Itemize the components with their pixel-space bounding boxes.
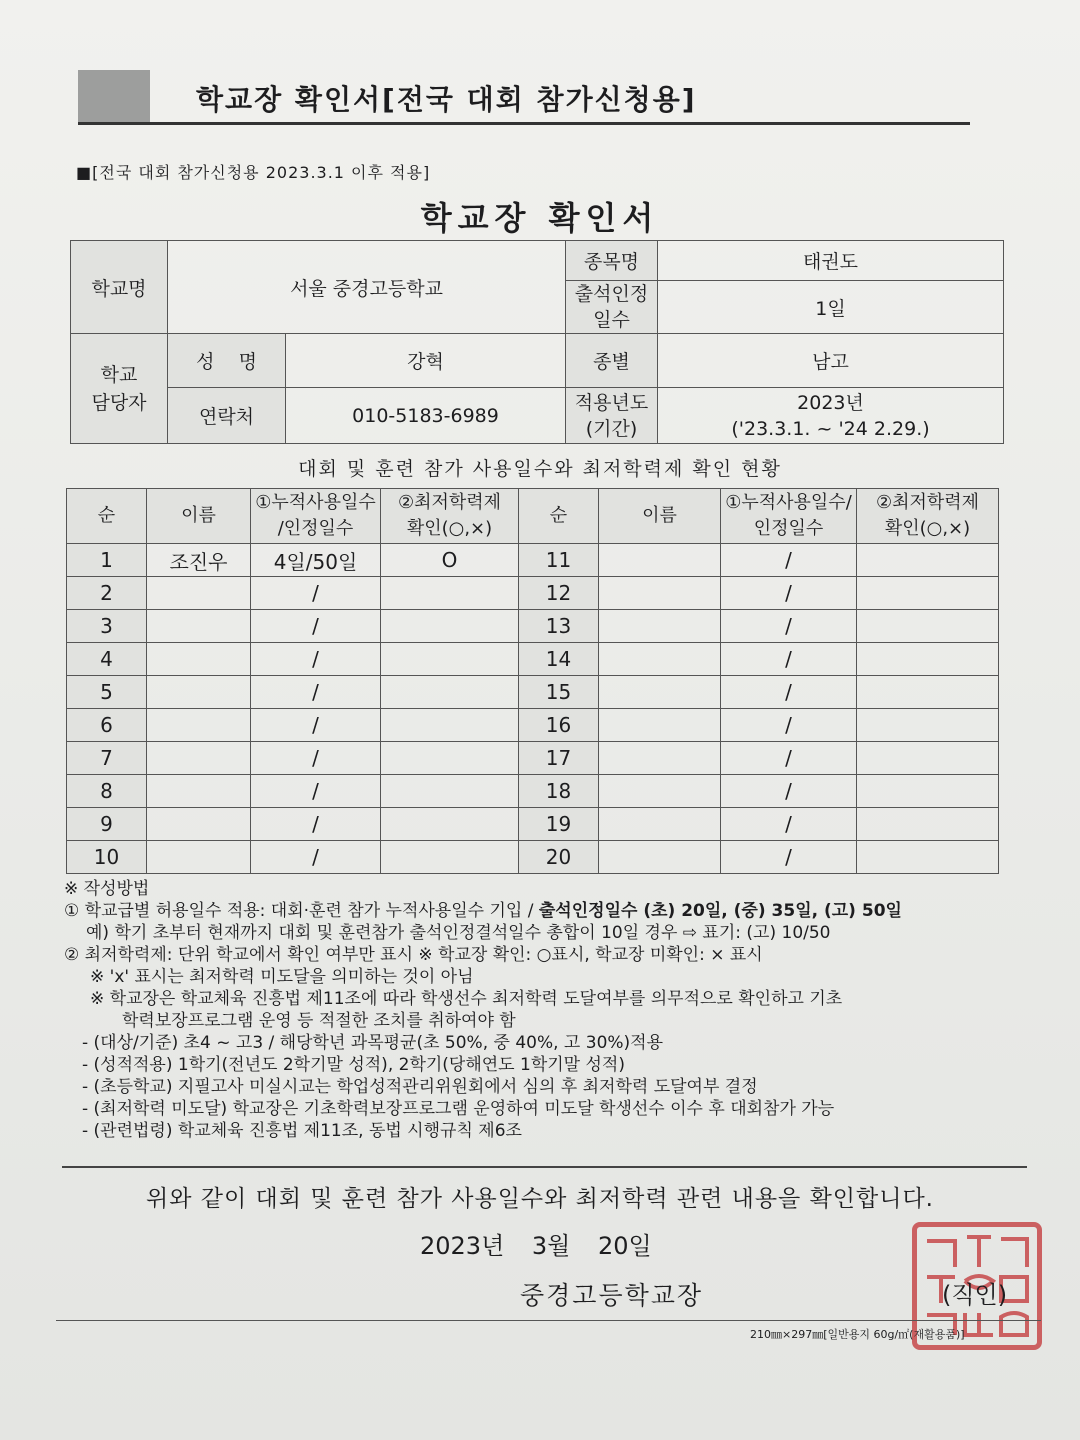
gender-label: 종별 bbox=[566, 334, 658, 388]
status-cell-check bbox=[857, 610, 999, 643]
status-cell-name bbox=[599, 676, 721, 709]
table-row bbox=[67, 742, 999, 775]
status-cell-no: 17 bbox=[519, 742, 599, 775]
status-header-cell: 이름 bbox=[599, 489, 721, 544]
contact-name-value: 강혁 bbox=[286, 334, 566, 388]
status-cell-no: 15 bbox=[519, 676, 599, 709]
status-cell-no: 7 bbox=[67, 742, 147, 775]
apply-note: ■[전국 대회 참가신청용 2023.3.1 이후 적용] bbox=[76, 163, 431, 182]
status-cell-name bbox=[147, 577, 251, 610]
methods-bullet: - (성적적용) 1학기(전년도 2학기말 성적), 2학기(당해연도 1학기말 성적) bbox=[82, 1055, 625, 1075]
status-cell-name bbox=[147, 775, 251, 808]
status-cell-name bbox=[147, 841, 251, 874]
status-cell-check bbox=[381, 709, 519, 742]
status-cell-name bbox=[147, 676, 251, 709]
status-cell-check bbox=[381, 610, 519, 643]
status-cell-name bbox=[147, 742, 251, 775]
status-cell-no: 2 bbox=[67, 577, 147, 610]
contact-person-label: 학교 담당자 bbox=[71, 334, 168, 444]
status-cell-days: / bbox=[251, 808, 381, 841]
status-cell-no: 20 bbox=[519, 841, 599, 874]
status-cell-check bbox=[381, 808, 519, 841]
status-cell-name bbox=[599, 577, 721, 610]
methods-note-principal-2: 학력보장프로그램 운영 등 적절한 조치를 취하여야 함 bbox=[122, 1011, 516, 1031]
status-cell-no: 12 bbox=[519, 577, 599, 610]
issue-date bbox=[420, 1226, 672, 1261]
status-cell-check bbox=[857, 775, 999, 808]
status-cell-name bbox=[147, 643, 251, 676]
status-cell-name bbox=[599, 742, 721, 775]
status-cell-no: 8 bbox=[67, 775, 147, 808]
methods-note-principal-1: ※ 학교장은 학교체육 진흥법 제11조에 따라 학생선수 최저학력 도달여부를 의무적으로 확인하고 기초 bbox=[90, 989, 843, 1009]
status-cell-check bbox=[857, 742, 999, 775]
status-cell-days: / bbox=[251, 775, 381, 808]
contact-name-label: 성 명 bbox=[168, 334, 286, 388]
status-cell-days: / bbox=[721, 676, 857, 709]
status-cell-days: / bbox=[721, 709, 857, 742]
status-cell-check bbox=[381, 643, 519, 676]
status-cell-no: 18 bbox=[519, 775, 599, 808]
status-cell-check bbox=[857, 643, 999, 676]
methods-item-1-example: 예) 학기 초부터 현재까지 대회 및 훈련참가 출석인정결석일수 총합이 10일 경우 ⇨ 표기: (고) 10/50 bbox=[86, 923, 831, 943]
status-cell-name: 조진우 bbox=[147, 544, 251, 577]
status-header-cell: 이름 bbox=[147, 489, 251, 544]
status-cell-name bbox=[599, 709, 721, 742]
status-header-cell: ②최저학력제 확인(○,×) bbox=[381, 489, 519, 544]
status-cell-days: / bbox=[251, 676, 381, 709]
status-cell-days: / bbox=[721, 808, 857, 841]
seal-note: (직인) bbox=[942, 1281, 1008, 1309]
status-cell-days: / bbox=[721, 577, 857, 610]
status-cell-days: / bbox=[721, 775, 857, 808]
status-cell-no: 14 bbox=[519, 643, 599, 676]
status-header-cell: ①누적사용일수/ 인정일수 bbox=[721, 489, 857, 544]
year-value-cell bbox=[658, 388, 1004, 444]
status-cell-check bbox=[857, 544, 999, 577]
status-cell-check bbox=[857, 709, 999, 742]
period-value: ('23.3.1. ~ '24 2.29.) bbox=[731, 417, 930, 440]
status-cell-name bbox=[599, 643, 721, 676]
table-row bbox=[67, 808, 999, 841]
status-cell-check bbox=[857, 841, 999, 874]
school-name-value: 서울 중경고등학교 bbox=[168, 241, 566, 334]
header-rule bbox=[78, 122, 970, 125]
methods-title: ※ 작성방법 bbox=[64, 879, 150, 899]
status-cell-days: / bbox=[251, 841, 381, 874]
status-cell-days: / bbox=[251, 709, 381, 742]
contact-phone-label: 연락처 bbox=[168, 388, 286, 444]
sport-value: 태권도 bbox=[658, 241, 1004, 281]
status-cell-check bbox=[381, 841, 519, 874]
methods-item-1-bold: 출석인정일수 (초) 20일, (중) 35일, (고) 50일 bbox=[538, 901, 902, 921]
status-cell-name bbox=[599, 544, 721, 577]
date-day: 20일 bbox=[598, 1232, 652, 1260]
table-row bbox=[67, 709, 999, 742]
writing-method-section bbox=[64, 878, 1034, 1142]
sport-label: 종목명 bbox=[566, 241, 658, 281]
status-cell-no: 10 bbox=[67, 841, 147, 874]
status-cell-check bbox=[381, 577, 519, 610]
status-cell-no: 11 bbox=[519, 544, 599, 577]
status-cell-no: 4 bbox=[67, 643, 147, 676]
status-cell-days: / bbox=[721, 841, 857, 874]
status-table bbox=[66, 488, 999, 874]
status-cell-no: 6 bbox=[67, 709, 147, 742]
status-cell-days: / bbox=[251, 643, 381, 676]
attendance-days-label: 출석인정 일수 bbox=[566, 281, 658, 334]
header-gray-block bbox=[78, 70, 150, 122]
year-label: 적용년도 (기간) bbox=[566, 388, 658, 444]
status-title: 대회 및 훈련 참가 사용일수와 최저학력제 확인 현황 bbox=[298, 458, 782, 480]
status-cell-days: 4일/50일 bbox=[251, 544, 381, 577]
status-cell-no: 13 bbox=[519, 610, 599, 643]
status-cell-days: / bbox=[251, 577, 381, 610]
status-header-cell: ①누적사용일수 /인정일수 bbox=[251, 489, 381, 544]
status-cell-check bbox=[381, 742, 519, 775]
methods-item-1-text: ① 학교급별 허용일수 적용: 대회·훈련 참가 누적사용일수 기입 / bbox=[64, 901, 539, 921]
table-row bbox=[67, 577, 999, 610]
status-cell-check bbox=[857, 808, 999, 841]
status-cell-check: O bbox=[381, 544, 519, 577]
status-header-row bbox=[67, 489, 999, 544]
document-title: 학교장 확인서 bbox=[420, 199, 660, 237]
status-cell-name bbox=[147, 709, 251, 742]
paper-spec-note: 210㎜×297㎜[일반용지 60g/㎡(재활용품)] bbox=[750, 1328, 965, 1341]
status-cell-check bbox=[857, 676, 999, 709]
status-header-cell: 순 bbox=[67, 489, 147, 544]
status-header-cell: 순 bbox=[519, 489, 599, 544]
footer-rule bbox=[56, 1320, 1041, 1321]
status-cell-no: 9 bbox=[67, 808, 147, 841]
methods-bullet-list bbox=[64, 1032, 1034, 1142]
status-cell-days: / bbox=[721, 610, 857, 643]
status-cell-check bbox=[381, 676, 519, 709]
methods-item-2: ② 최저학력제: 단위 학교에서 확인 여부만 표시 ※ 학교장 확인: ○표시, 학교장 미확인: × 표시 bbox=[64, 945, 763, 965]
table-row bbox=[67, 610, 999, 643]
attendance-days-value: 1일 bbox=[658, 281, 1004, 334]
status-cell-name bbox=[599, 610, 721, 643]
gender-value: 남고 bbox=[658, 334, 1004, 388]
contact-phone-value: 010-5183-6989 bbox=[286, 388, 566, 444]
status-cell-days: / bbox=[721, 643, 857, 676]
status-header-cell: ②최저학력제 확인(○,×) bbox=[857, 489, 999, 544]
methods-bullet: - (대상/기준) 초4 ~ 고3 / 해당학년 과목평균(초 50%, 중 40%, 고 30%)적용 bbox=[82, 1033, 664, 1053]
bottom-rule bbox=[62, 1166, 1027, 1168]
status-cell-no: 5 bbox=[67, 676, 147, 709]
status-cell-check bbox=[381, 775, 519, 808]
status-cell-no: 19 bbox=[519, 808, 599, 841]
year-value: 2023년 bbox=[797, 391, 864, 414]
table-row bbox=[67, 544, 999, 577]
status-cell-days: / bbox=[251, 742, 381, 775]
status-cell-name bbox=[599, 841, 721, 874]
status-cell-name bbox=[599, 808, 721, 841]
status-cell-no: 16 bbox=[519, 709, 599, 742]
status-cell-days: / bbox=[721, 742, 857, 775]
table-row bbox=[67, 841, 999, 874]
methods-item-1 bbox=[64, 900, 1034, 922]
status-cell-name bbox=[147, 808, 251, 841]
table-row bbox=[67, 643, 999, 676]
methods-note-x: ※ 'x' 표시는 최저학력 미도달을 의미하는 것이 아님 bbox=[90, 967, 474, 987]
methods-bullet: - (관련법령) 학교체육 진흥법 제11조, 동법 시행규칙 제6조 bbox=[82, 1121, 522, 1141]
table-row bbox=[67, 676, 999, 709]
methods-bullet: - (초등학교) 지필고사 미실시교는 학업성적관리위원회에서 심의 후 최저학력 도달여부 결정 bbox=[82, 1077, 758, 1097]
confirmation-text: 위와 같이 대회 및 훈련 참가 사용일수와 최저학력 관련 내용을 확인합니다. bbox=[146, 1186, 934, 1212]
status-cell-check bbox=[857, 577, 999, 610]
status-cell-no: 1 bbox=[67, 544, 147, 577]
school-name-label: 학교명 bbox=[71, 241, 168, 334]
school-info-table bbox=[70, 240, 1004, 444]
header-title: 학교장 확인서[전국 대회 참가신청용] bbox=[196, 83, 697, 116]
status-cell-name bbox=[147, 610, 251, 643]
status-cell-days: / bbox=[721, 544, 857, 577]
status-cell-days: / bbox=[251, 610, 381, 643]
table-row bbox=[67, 775, 999, 808]
date-month: 3월 bbox=[531, 1232, 571, 1260]
principal-title: 중경고등학교장 bbox=[520, 1281, 704, 1310]
date-year: 2023년 bbox=[420, 1232, 505, 1260]
status-cell-no: 3 bbox=[67, 610, 147, 643]
status-cell-name bbox=[599, 775, 721, 808]
methods-bullet: - (최저학력 미도달) 학교장은 기초학력보장프로그램 운영하여 미도달 학생선수 이수 후 대회참가 가능 bbox=[82, 1099, 835, 1119]
